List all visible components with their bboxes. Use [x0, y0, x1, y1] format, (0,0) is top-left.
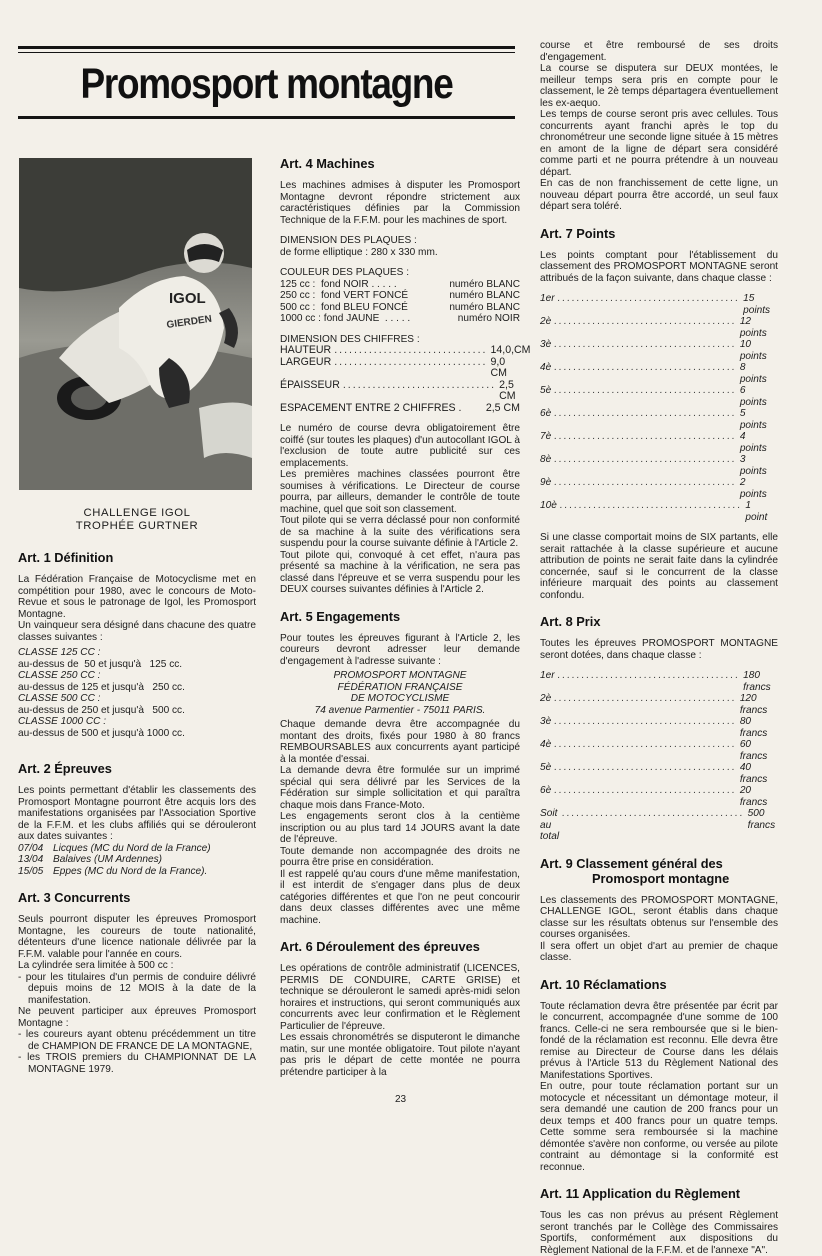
- art11-heading: Art. 11 Application du Règlement: [540, 1186, 741, 1201]
- art9-p2: Il sera offert un objet d'art au premier de chaque classe.: [540, 940, 778, 963]
- photo-label-gierden: GIERDEN: [165, 313, 213, 331]
- prize-row: [540, 762, 770, 785]
- digit-value: 2,5 CM: [485, 401, 520, 414]
- leader-dots: ......................................: [554, 316, 737, 327]
- art10-heading: Art. 10 Réclamations: [540, 976, 667, 992]
- plates-form: de forme elliptique : 280 x 330 mm.: [280, 246, 438, 258]
- date: 13/04: [18, 854, 44, 865]
- date: 15/05: [18, 865, 44, 877]
- art5-p3: La demande devra être formulée sur un imprimé spécial qui sera délivré par les Services de la Fédération sur simple sollicitation et qui paraîtra chaque mois dans France-Moto.: [280, 765, 520, 811]
- amount: 20 francs: [739, 785, 768, 808]
- place: 6è: [540, 408, 552, 419]
- points-row: [540, 385, 770, 408]
- place: 5è: [540, 385, 552, 396]
- amount: 80 francs: [739, 716, 768, 739]
- prize-row: [540, 739, 770, 762]
- art7-p2: Si une classe comportait moins de SIX partants, elle serait rattachée à la classe supérieure et aucune attribution de points ne serait faite dans la cylindrée concernée, sauf si le concurrent de la classe inférieure marquait des points au classement confondu.: [540, 532, 778, 601]
- place: 1er: [540, 293, 555, 304]
- prize-row: [540, 693, 770, 716]
- color-number: numéro BLANC: [449, 278, 520, 290]
- points: 8 points: [739, 362, 767, 385]
- art5-p5: Toute demande non accompagnée des droits ne pourra être prise en considération.: [280, 845, 520, 868]
- dates-list: [18, 843, 256, 878]
- photo-caption: [18, 507, 256, 533]
- digit-row: [280, 344, 531, 357]
- caption-line: CHALLENGE IGOL: [83, 507, 191, 519]
- art8-heading: Art. 8 Prix: [540, 614, 601, 629]
- points: 15 points: [743, 293, 771, 316]
- color-number: numéro NOIR: [457, 313, 520, 324]
- date-row: [18, 866, 256, 878]
- place: 10è: [540, 500, 557, 511]
- place: 5è: [540, 762, 552, 773]
- art2-heading: Art. 2 Épreuves: [18, 761, 112, 776]
- art4-p1: Les machines admises à disputer les Promosport Montagne devront répondre strictement aux caractéristiques définies par la Commission Technique de la F.F.M. pour les machines de sport.: [280, 180, 520, 226]
- art6-p3: La course se disputera sur DEUX montées, le meilleur temps sera pris en compte pour le classement, le 2è temps départagera éventuellement les ex-aequo.: [540, 63, 778, 109]
- leader-dots: ......................................: [554, 739, 737, 750]
- place: 8è: [540, 454, 552, 465]
- art9-heading-line2: Promosport montagne: [592, 870, 730, 886]
- art3-p1: Seuls pourront disputer les épreuves Promosport Montagne, les coureurs de toute nationalité, détenteurs d'une licence nationale délivrée par la F.F.M. valable pour l'année en cours.: [18, 914, 256, 960]
- leader-dots: ......................................: [557, 293, 741, 304]
- art6-p2-continued: course et être remboursé de ses droits d'engagement.: [540, 40, 778, 63]
- art6-heading: Art. 6 Déroulement des épreuves: [280, 939, 480, 954]
- class-desc: au-dessus de 125 et jusqu'à 250 cc.: [18, 681, 185, 693]
- points: 6 points: [739, 385, 767, 408]
- page-title: Promosport montagne: [80, 60, 453, 108]
- art7-p1: Les points comptant pour l'établissement du classement des PROMOSPORT MONTAGNE seront attribués de la façon suivante, dans chaque classe :: [540, 249, 778, 284]
- class-name: CLASSE 1000 CC :: [18, 716, 107, 727]
- prize-row: [540, 670, 770, 693]
- photo-label-igol: IGOL: [169, 290, 206, 307]
- art4-p5: Tout pilote qui, convoqué à cet effet, n'aura pas présenté sa machine à la vérification, ne sera pas classé dans l'épreuve et se verra suspendu pour les DEUX courses suivantes définies à l'Article 2.: [280, 549, 520, 595]
- points-row: [540, 362, 770, 385]
- amount: 120 francs: [739, 693, 768, 716]
- art1-p2: Un vainqueur sera désigné dans chacune des quatre classes suivantes :: [18, 620, 256, 643]
- art4-p3: Les premières machines classées pourront être soumises à vérifications. Le Directeur de course pourra, par ailleurs, demander le contrôle de toute machine, quel que soit son classement.: [280, 469, 520, 515]
- class-desc: au-dessus de 500 et jusqu'à 1000 cc.: [18, 727, 185, 739]
- art3-heading: Art. 3 Concurrents: [18, 890, 131, 905]
- art5-p4: Les engagements seront clos à la centième inscription ou au plus tard 14 JOURS avant la date de l'épreuve.: [280, 811, 520, 845]
- digit-key: ESPACEMENT ENTRE 2 CHIFFRES .: [280, 401, 462, 414]
- points: 3 points: [739, 454, 767, 477]
- leader-dots: ......................................: [554, 477, 737, 488]
- page-number: 23: [395, 1094, 407, 1105]
- class-list: [18, 647, 256, 739]
- art1-p1: La Fédération Française de Motocyclisme met en compétition pour 1980, avec le concours de Moto-Revue et sous le patronage de Igol, les Promosport Montagne.: [18, 574, 256, 620]
- date-event: Licques (MC du Nord de la France): [53, 842, 211, 854]
- class-name: CLASSE 250 CC :: [18, 670, 101, 681]
- art6-p2: Les essais chronométrés se disputeront le dimanche matin, sur une montée obligatoire. Tout pilote n'ayant pas pris le départ de cette montée ne pourra prétendre participer à la: [280, 1032, 520, 1078]
- date-row: [18, 843, 256, 855]
- place: 2è: [540, 316, 552, 327]
- leader-dots: ......................................: [554, 385, 737, 396]
- leader-dots: ......................................: [554, 693, 737, 704]
- top-rule-thin: [18, 52, 515, 53]
- prize-row: [540, 716, 770, 739]
- color-class: 250 cc : fond VERT FONCÉ: [280, 290, 409, 301]
- title-rule: [18, 116, 515, 119]
- art9-heading: [540, 856, 778, 886]
- digits-table: [280, 344, 531, 414]
- points-row: [540, 500, 770, 523]
- points: 2 points: [739, 477, 767, 500]
- date-row: [18, 854, 256, 866]
- place: 3è: [540, 339, 552, 350]
- art3-p4: Ne peuvent participer aux épreuves Promosport Montagne :: [18, 1006, 256, 1029]
- digits-title: DIMENSION DES CHIFFRES :: [280, 333, 420, 345]
- art8-p1: Toutes les épreuves PROMOSPORT MONTAGNE seront dotées, dans chaque classe :: [540, 638, 778, 661]
- art1-heading: Art. 1 Définition: [18, 550, 114, 565]
- art9-heading-line1: Art. 9 Classement général des: [540, 855, 723, 871]
- address-block: [280, 670, 520, 716]
- colors-title: COULEUR DES PLAQUES :: [280, 267, 410, 278]
- points-row: [540, 477, 770, 500]
- color-class: 500 cc : fond BLEU FONCÉ: [280, 301, 408, 313]
- leader-dots: ......................................: [554, 431, 737, 442]
- points-row: [540, 339, 770, 362]
- leader-dots: ...............................: [334, 344, 488, 356]
- leader-dots: ......................................: [554, 362, 737, 373]
- place: 7è: [540, 431, 552, 442]
- colors-table: [280, 279, 520, 325]
- leader-dots: ......................................: [554, 716, 737, 727]
- prizes-table: [540, 670, 776, 843]
- date-event: Balaives (UM Ardennes): [53, 854, 163, 865]
- top-rule: [18, 46, 515, 49]
- place: 4è: [540, 362, 552, 373]
- place: 6è: [540, 785, 552, 796]
- place: Soit au total: [540, 808, 560, 842]
- art5-p1: Pour toutes les épreuves figurant à l'Article 2, les coureurs devront adresser leur demande d'engagement à l'adresse suivante :: [280, 632, 520, 667]
- digit-value: 14,0,CM: [490, 344, 531, 356]
- art6-p1: Les opérations de contrôle administratif (LICENCES, PERMIS DE CONDUIRE, CARTE GRISE) et technique se dérouleront le samedi après-midi selon horaires et instructions, qui seront communiqués aux concurrents avec leur confirmation et le Règlement Particulier de l'épreuve.: [280, 963, 520, 1032]
- class-name: CLASSE 125 CC :: [18, 647, 101, 658]
- digit-row: [280, 380, 520, 403]
- art2-p1: Les points permettant d'établir les classements des Promosport Montagne pourront être acquis lors des manifestations organisées par l'Association Sportive de la F.F.M. et les clubs affiliés qui se dérouleront aux dates suivantes :: [18, 785, 256, 842]
- place: 2è: [540, 693, 552, 704]
- class-desc: au-dessus de 50 et jusqu'à 125 cc.: [18, 658, 183, 670]
- leader-dots: ......................................: [562, 808, 745, 819]
- leader-dots: ......................................: [554, 454, 737, 465]
- digit-row: [280, 357, 520, 380]
- leader-dots: ...............................: [342, 378, 497, 391]
- place: 9è: [540, 477, 552, 488]
- art5-heading: Art. 5 Engagements: [280, 608, 401, 624]
- color-number: numéro BLANC: [449, 301, 520, 313]
- leader-dots: ......................................: [559, 500, 743, 511]
- column-2: [280, 156, 531, 1078]
- art4-p2: Le numéro de course devra obligatoirement être coiffé (sur toutes les plaques) d'un autocollant IGOL à l'exclusion de toute autre publicité sur ces emplacements.: [280, 423, 520, 469]
- column-1: [18, 550, 256, 1075]
- prize-row: [540, 785, 770, 808]
- amount: 60 francs: [739, 739, 768, 762]
- amount: 500 francs: [747, 808, 776, 831]
- art3-p3: - pour les titulaires d'un permis de conduire délivré depuis moins de 12 MOIS à la date de la manifestation.: [18, 971, 256, 1006]
- art6-p5: En cas de non franchissement de cette ligne, un nouveau départ pourra être accordé, un seul faux départ sera toléré.: [540, 178, 778, 212]
- art6-p4: Les temps de course seront pris avec cellules. Tous concurrents ayant franchi après le top du chronométreur une seconde ligne située à 15 mètres en amont de la ligne de départ sera considéré comme parti et ne pourra prétendre à un nouveau départ.: [540, 109, 778, 178]
- leader-dots: ......................................: [557, 670, 741, 681]
- points: 5 points: [739, 408, 767, 431]
- address-line: DE MOTOCYCLISME: [350, 693, 450, 704]
- color-number: numéro BLANC: [449, 290, 520, 301]
- points: 1 point: [745, 500, 768, 523]
- art7-heading: Art. 7 Points: [540, 225, 616, 241]
- motorcycle-photo: [19, 158, 252, 490]
- art4-p4: Tout pilote qui se verra déclassé pour non conformité de sa machine à la suite des vérifications sera suspendu pour la course suivante définie à l'Article 2.: [280, 515, 520, 549]
- art5-p6: Il est rappelé qu'au cours d'une même manifestation, il est interdit de s'engager dans plus de deux catégories différentes et que l'on ne peut concourir dans deux classes différentes avec une même machine.: [280, 868, 520, 926]
- place: 1er: [540, 670, 555, 681]
- digit-key: LARGEUR: [280, 355, 332, 368]
- leader-dots: ......................................: [554, 785, 737, 796]
- art3-p2: La cylindrée sera limitée à 500 cc :: [18, 960, 174, 971]
- class-name: CLASSE 500 CC :: [18, 693, 101, 704]
- points-table: [540, 293, 770, 523]
- color-class: 125 cc : fond NOIR . . . . .: [280, 278, 397, 290]
- amount: 180 francs: [743, 670, 771, 693]
- points: 12 points: [739, 316, 767, 339]
- column-3: [540, 40, 778, 1256]
- date: 07/04: [18, 842, 44, 854]
- plates-title: DIMENSION DES PLAQUES :: [280, 235, 417, 246]
- points-row: [540, 316, 770, 339]
- art3-p6: - les TROIS premiers du CHAMPIONNAT DE LA MONTAGNE 1979.: [18, 1052, 256, 1075]
- class-desc: au-dessus de 250 et jusqu'à 500 cc.: [18, 704, 185, 716]
- place: 3è: [540, 716, 552, 727]
- art9-p1: Les classements des PROMOSPORT MONTAGNE, CHALLENGE IGOL, seront établis dans chaque classe sur les résultats obtenus sur l'ensemble des courses organisées.: [540, 894, 778, 940]
- address-line: 74 avenue Parmentier - 75011 PARIS.: [314, 704, 486, 716]
- color-row: [280, 313, 520, 325]
- color-class: 1000 cc : fond JAUNE . . . . .: [280, 313, 411, 324]
- color-row: [280, 302, 520, 314]
- caption-line: TROPHÉE GURTNER: [75, 520, 199, 532]
- art3-p5: - les coureurs ayant obtenu précédemment un titre de CHAMPION DE FRANCE DE LA MONTAGNE,: [18, 1029, 256, 1052]
- leader-dots: ......................................: [554, 408, 737, 419]
- points: 4 points: [739, 431, 767, 454]
- digit-key: ÉPAISSEUR: [280, 378, 340, 391]
- prize-row-total: [540, 808, 776, 843]
- points-row: [540, 431, 770, 454]
- points-row: [540, 454, 770, 477]
- leader-dots: ......................................: [554, 762, 737, 773]
- date-event: Eppes (MC du Nord de la France).: [53, 865, 208, 877]
- digit-row: [280, 403, 520, 415]
- art10-p1: Toute réclamation devra être présentée par écrit par le concurrent, accompagnée d'une somme de 100 francs. Celle-ci ne sera remboursée que si le bien-fondé de la réclamation est reconnu. Elle devra être remise au Directeur de Course dans les délais prévus à l'Article 513 du Règlement National des Manifestations Sportives.: [540, 1000, 778, 1081]
- amount: 40 francs: [739, 762, 768, 785]
- art4-heading: Art. 4 Machines: [280, 156, 375, 171]
- color-row: [280, 290, 520, 302]
- points: 10 points: [739, 339, 767, 362]
- address-line: PROMOSPORT MONTAGNE: [333, 670, 467, 681]
- digit-value: 2,5 CM: [499, 378, 516, 402]
- art5-p2: Chaque demande devra être accompagnée du montant des droits, fixés pour 1980 à 80 francs REMBOURSABLES aux concurrents ayant participé à la montée d'essai.: [280, 719, 520, 765]
- leader-dots: ...............................: [334, 355, 488, 368]
- art10-p2: En outre, pour toute réclamation portant sur un motocycle et nécessitant un démontage moteur, il sera demandé une caution de 200 francs pour un deux temps et 400 francs pour un quatre temps. Cette somme sera remboursée si la machine démontée s'avère non conforme, ou versée au pilote contraint au démontage si la conformité est reconnue.: [540, 1081, 778, 1173]
- art11-p1: Tous les cas non prévus au présent Règlement seront tranchés par le Collège des Commissaires Sportifs, conformément aux dispositions du Règlement National de la F.F.M. et de l'annexe "A".: [540, 1210, 778, 1256]
- points-row: [540, 408, 770, 431]
- address-line: FÉDÉRATION FRANÇAISE: [337, 681, 463, 693]
- color-row: [280, 279, 520, 291]
- points-row: [540, 293, 770, 316]
- digit-key: HAUTEUR: [280, 344, 332, 356]
- leader-dots: ......................................: [554, 339, 737, 350]
- digit-value: 9,0 CM: [490, 355, 507, 379]
- place: 4è: [540, 739, 552, 750]
